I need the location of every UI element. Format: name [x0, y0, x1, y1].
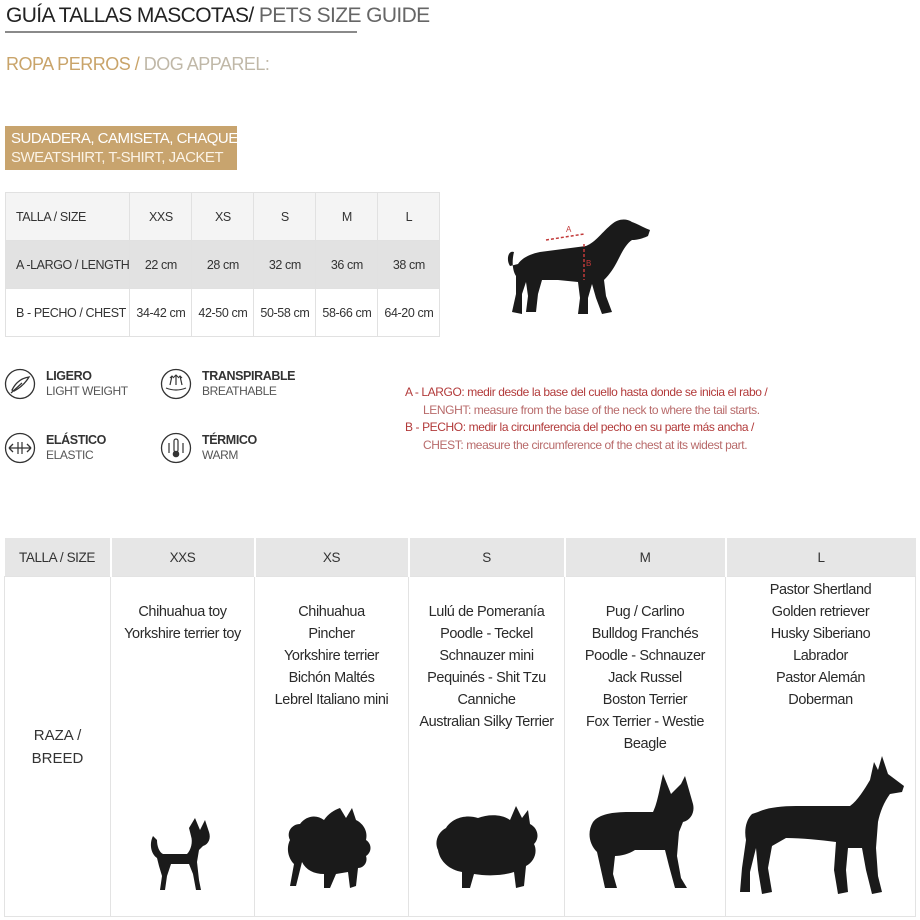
breed-row [5, 577, 916, 917]
title-es: GUÍA TALLAS MASCOTAS/ [6, 4, 254, 27]
breed-list-xs [255, 601, 408, 711]
size-cell: L [378, 193, 440, 241]
feature-es: ELÁSTICO [46, 433, 106, 447]
breed-name: Bulldog Franchés [591, 626, 699, 642]
breed-name: Pincher [308, 626, 355, 642]
breed-list-s [409, 601, 564, 733]
breed-name: Beagle [623, 736, 667, 752]
breed-cell-xxs [111, 577, 255, 917]
feature-es: TRANSPIRABLE [202, 369, 296, 383]
breed-name: Poodle - Schnauzer [584, 648, 706, 664]
size-header-label: TALLA / SIZE [6, 193, 130, 241]
size-cell: XXS [130, 193, 192, 241]
length-cell: 32 cm [254, 241, 316, 289]
section-heading [6, 54, 269, 75]
breed-name: Lebrel Italiano mini [274, 692, 389, 708]
breed-name: Doberman [788, 692, 853, 708]
length-cell: 22 cm [130, 241, 192, 289]
chest-label: B - PECHO / CHEST [6, 289, 130, 337]
spitz-silhouette [432, 802, 542, 894]
dog-measure-diagram [500, 214, 660, 324]
breed-name: Yorkshire terrier [283, 648, 379, 664]
feature-es: LIGERO [46, 369, 92, 383]
breed-header-row [5, 538, 916, 577]
note-chest-es: B - PECHO: medir la circunferencia del pecho en su parte más ancha / [405, 420, 754, 434]
category-en: SWEATSHIRT, T-SHIRT, JACKET [11, 149, 224, 166]
breed-name: Golden retriever [771, 604, 870, 620]
chest-row [6, 289, 440, 337]
doberman-silhouette [732, 752, 910, 902]
size-cell: XS [192, 193, 254, 241]
length-cell: 36 cm [316, 241, 378, 289]
french-bulldog-silhouette [583, 770, 707, 894]
breed-name: Pastor Shertland [769, 582, 872, 598]
breed-list-l [726, 579, 915, 711]
chest-cell: 50-58 cm [254, 289, 316, 337]
size-header-row [6, 193, 440, 241]
breed-name: Australian Silky Terrier [419, 714, 554, 730]
title-en: PETS SIZE GUIDE [253, 4, 430, 27]
length-cell: 28 cm [192, 241, 254, 289]
size-cell: M [316, 193, 378, 241]
breed-name: Chihuahua toy [138, 604, 227, 620]
breed-name: Fox Terrier - Westie [586, 714, 704, 730]
breed-cell-xs [255, 577, 409, 917]
length-row [6, 241, 440, 289]
note-chest-en: CHEST: measure the circumference of the chest at its widest part. [423, 437, 748, 452]
dog-silhouette [508, 220, 650, 314]
breed-name: Husky Siberiano [770, 626, 871, 642]
chest-cell: 64-20 cm [378, 289, 440, 337]
breed-label [5, 577, 111, 917]
diagram-label-b: B [586, 259, 592, 268]
size-cell: S [254, 193, 316, 241]
breed-size: XS [255, 538, 409, 577]
feature-es: TÉRMICO [202, 433, 257, 447]
breed-size: XXS [111, 538, 255, 577]
page-title [6, 4, 430, 28]
measure-notes [405, 384, 767, 454]
chihuahua-silhouette [145, 814, 221, 894]
breed-name: Lulú de Pomeranía [428, 604, 545, 620]
breed-name: Jack Russel [608, 670, 682, 686]
breed-name: Yorkshire terrier toy [124, 626, 241, 642]
length-cell: 38 cm [378, 241, 440, 289]
breed-name: Canniche [457, 692, 516, 708]
category-es: SUDADERA, CAMISETA, CHAQUETA/ [11, 130, 259, 147]
length-arrow [546, 234, 584, 240]
breed-cell-s [409, 577, 565, 917]
breed-header-label: TALLA / SIZE [5, 538, 111, 577]
breed-label-en: BREED [31, 749, 84, 767]
apparel-es: ROPA PERROS / [6, 54, 144, 74]
title-underline [5, 31, 357, 33]
breed-list-xxs [111, 601, 254, 645]
feather-icon [4, 368, 36, 400]
feature-en: WARM [202, 448, 238, 462]
note-length-en: LENGHT: measure from the base of the neck to where the tail starts. [423, 402, 760, 417]
breed-size: L [726, 538, 916, 577]
breed-name: Pastor Alemán [775, 670, 866, 686]
breed-table [4, 538, 916, 917]
feature-warm [160, 432, 257, 464]
breed-name: Pug / Carlino [605, 604, 685, 620]
breed-name: Bichón Maltés [288, 670, 375, 686]
breed-label-es: RAZA / [33, 726, 82, 744]
breed-name: Labrador [793, 648, 848, 664]
feature-light [4, 368, 128, 400]
feature-en: BREATHABLE [202, 384, 277, 398]
note-length-es: A - LARGO: medir desde la base del cuello hasta donde se inicia el rabo / [405, 385, 768, 399]
breed-size: M [565, 538, 726, 577]
breed-size: S [409, 538, 565, 577]
feature-elastic [4, 432, 106, 464]
breed-cell-l [726, 577, 916, 917]
breed-name: Chihuahua [298, 604, 365, 620]
chest-cell: 34-42 cm [130, 289, 192, 337]
pomeranian-silhouette [284, 802, 380, 894]
breed-name: Poodle - Teckel [440, 626, 533, 642]
length-label: A -LARGO / LENGTH [6, 241, 130, 289]
category-box [5, 126, 259, 170]
breed-cell-m [565, 577, 726, 917]
size-table [5, 192, 440, 337]
breed-list-m [565, 601, 725, 755]
breed-name: Pequinés - Shit Tzu [427, 670, 546, 686]
feature-en: ELASTIC [46, 448, 94, 462]
diagram-label-a: A [566, 225, 572, 234]
apparel-en: DOG APPAREL: [143, 54, 270, 74]
breathable-icon [160, 368, 192, 400]
breed-name: Boston Terrier [602, 692, 688, 708]
chest-cell: 58-66 cm [316, 289, 378, 337]
chest-cell: 42-50 cm [192, 289, 254, 337]
breed-name: Schnauzer mini [439, 648, 534, 664]
thermometer-icon [160, 432, 192, 464]
elastic-icon [4, 432, 36, 464]
feature-breathable [160, 368, 295, 400]
feature-en: LIGHT WEIGHT [46, 384, 128, 398]
